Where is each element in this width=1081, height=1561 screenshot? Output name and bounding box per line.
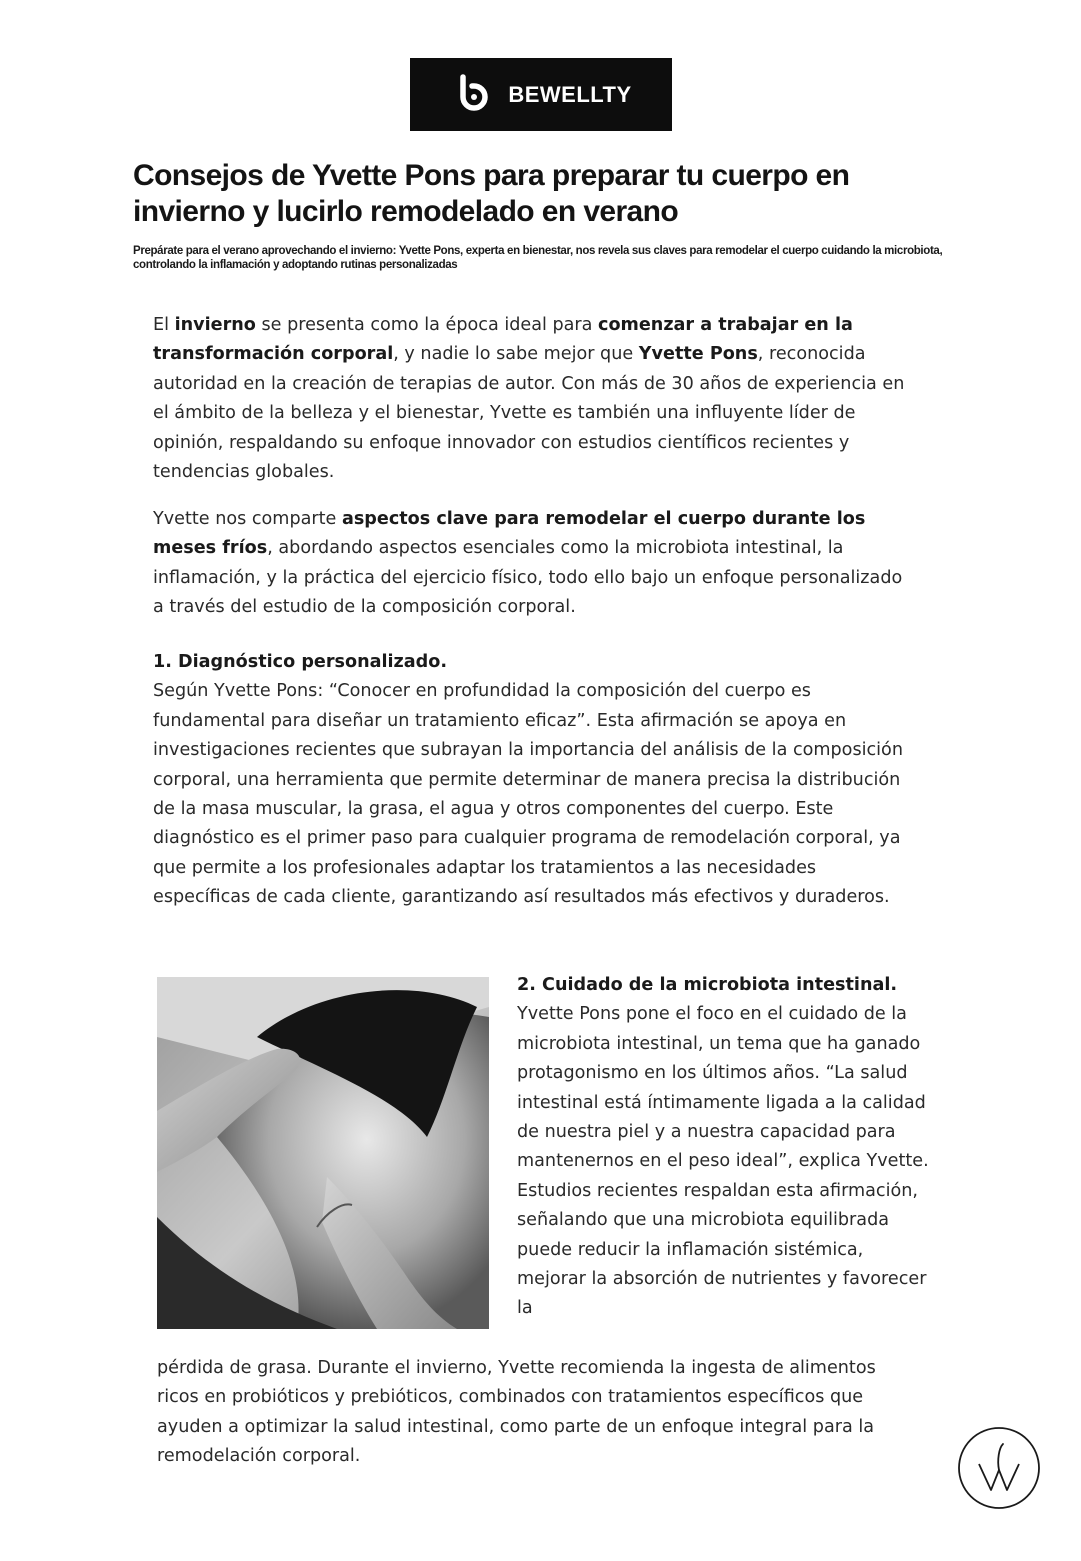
section-microbiota-text: Yvette Pons pone el foco en el cuidado de la microbiota intestinal, un tema que ha ganado protagonismo en los últimos años. “La salud intestinal está íntimamente ligada a la calidad de nuestra piel y a nuestra capacidad para mantenernos en el peso ideal”, explica Yvette. Estudios recientes respaldan esta afirmación, señalando que una microbiota equilibrada puede reducir la inflamación sistémica, mejorar la absorción de nutrientes y favorecer la — [517, 1004, 929, 1319]
second-paragraph: Yvette nos comparte aspectos clave para remodelar el cuerpo durante los meses fríos, abordando aspectos esenciales como la microbiota intestinal, la inflamación, y la práctica del ejercicio físico, todo ello bajo un enfoque personalizado a través del estudio de la composición corporal. — [153, 509, 903, 618]
bewellty-logo[interactable] — [410, 58, 672, 131]
section-microbiota — [517, 971, 937, 1324]
intro-paragraph: El invierno se presenta como la época ideal para comenzar a trabajar en la transformación corporal, y nadie lo sabe mejor que Yvette Pons, reconocida autoridad en la creación de terapias de autor. Con más de 30 años de experiencia en el ámbito de la belleza y el bienestar, Yvette es también una influyente líder de opinión, respaldando su enfoque innovador con estudios científicos recientes y tendencias globales. — [153, 315, 905, 483]
section-diagnostico-heading: 1. Diagnóstico personalizado. — [153, 652, 448, 672]
section-microbiota-heading: 2. Cuidado de la microbiota intestinal. — [517, 975, 898, 995]
article-subtitle: Prepárate para el verano aprovechando el invierno: Yvette Pons, experta en bienestar, nos revela sus claves para remodelar el cuerpo cuidando la microbiota, controlando la inflamación y adoptando rutinas personalizadas — [133, 245, 943, 271]
w-circle-logo-icon[interactable] — [957, 1426, 1041, 1510]
massage-photo — [157, 977, 489, 1329]
bewellty-spiral-logo-icon — [450, 71, 498, 119]
section-microbiota-continued: pérdida de grasa. Durante el invierno, Yvette recomienda la ingesta de alimentos ricos en probióticos y prebióticos, combinados con tratamientos específicos que ayuden a optimizar la salud intestinal, como parte de un enfoque integral para la remodelación corporal. — [157, 1358, 876, 1467]
brand-name: BEWELLTY — [508, 81, 632, 107]
article-title: Consejos de Yvette Pons para preparar tu cuerpo en invierno y lucirlo remodelado en verano — [133, 159, 850, 228]
section-diagnostico-text: Según Yvette Pons: “Conocer en profundidad la composición del cuerpo es fundamental para diseñar un tratamiento eficaz”. Esta afirmación se apoya en investigaciones recientes que subrayan la importancia del análisis de la composición corporal, una herramienta que permite determinar de manera precisa la distribución de la masa muscular, la grasa, el agua y otros componentes del cuerpo. Este diagnóstico es el primer paso para cualquier programa de remodelación corporal, ya que permite a los profesionales adaptar los tratamientos a las necesidades específicas de cada cliente, garantizando así resultados más efectivos y duraderos. — [153, 681, 903, 908]
section-diagnostico — [153, 648, 913, 913]
